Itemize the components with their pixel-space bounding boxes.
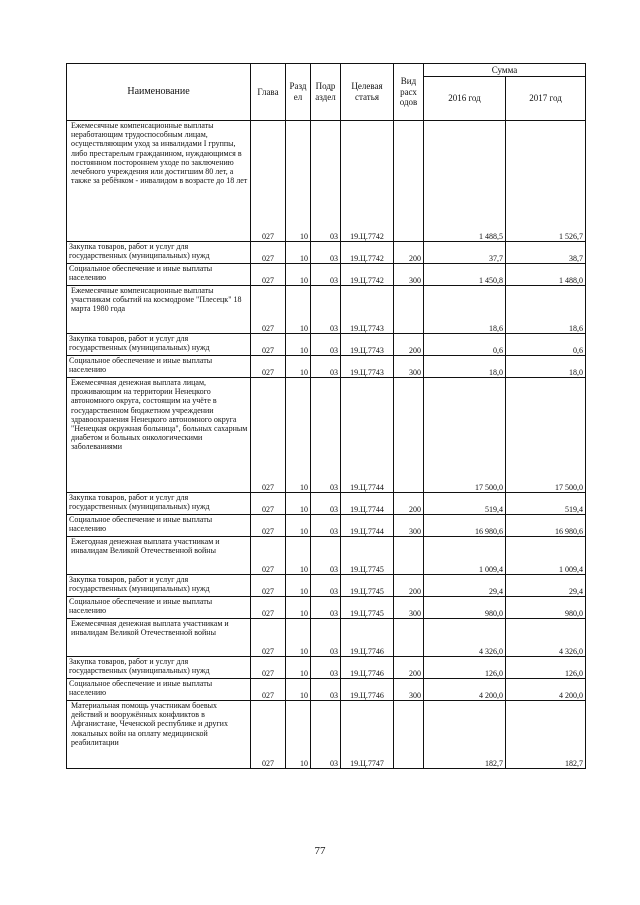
row-chapter: 027: [251, 493, 286, 515]
row-section: 10: [286, 334, 311, 356]
row-name: Ежемесячная денежная выплата лицам, проживающим на территории Ненецкого автономного округа, состоящим на учёте в государственном бюджетном учреждении здравоохранения Ненецкого автономного округа "Ненецкая окружная больница", больных сахарным диабетом и больных онкологическими заболеваниями: [67, 378, 251, 493]
row-chapter: 027: [251, 378, 286, 493]
row-sum-2017: 519,4: [506, 493, 586, 515]
row-sum-2016: 126,0: [424, 657, 506, 679]
row-subsection: 03: [311, 515, 341, 537]
row-expense-type: 300: [394, 264, 424, 286]
row-section: 10: [286, 121, 311, 242]
table-row: [67, 264, 586, 286]
row-name: Закупка товаров, работ и услуг для государственных (муниципальных) нужд: [67, 334, 251, 356]
row-target: 19.Ц.7742: [341, 121, 394, 242]
row-subsection: 03: [311, 356, 341, 378]
header-subsection: Подр аздел: [311, 64, 341, 121]
row-target: 19.Ц.7745: [341, 597, 394, 619]
row-subsection: 03: [311, 597, 341, 619]
row-section: 10: [286, 657, 311, 679]
row-subsection: 03: [311, 619, 341, 657]
header-name: Наименование: [67, 64, 251, 121]
row-sum-2017: 1 526,7: [506, 121, 586, 242]
table-row: [67, 597, 586, 619]
row-subsection: 03: [311, 334, 341, 356]
row-target: 19.Ц.7746: [341, 679, 394, 701]
row-expense-type: [394, 286, 424, 334]
row-name: Закупка товаров, работ и услуг для государственных (муниципальных) нужд: [67, 242, 251, 264]
row-chapter: 027: [251, 515, 286, 537]
row-sum-2017: 18,0: [506, 356, 586, 378]
table-row: [67, 242, 586, 264]
row-sum-2017: 0,6: [506, 334, 586, 356]
row-subsection: 03: [311, 537, 341, 575]
table-row: [67, 121, 586, 242]
row-section: 10: [286, 356, 311, 378]
row-sum-2016: 0,6: [424, 334, 506, 356]
table-body: [67, 121, 586, 769]
row-sum-2016: 519,4: [424, 493, 506, 515]
row-expense-type: 200: [394, 493, 424, 515]
row-sum-2016: 1 009,4: [424, 537, 506, 575]
row-subsection: 03: [311, 378, 341, 493]
row-section: 10: [286, 242, 311, 264]
row-target: 19.Ц.7746: [341, 619, 394, 657]
row-target: 19.Ц.7743: [341, 286, 394, 334]
row-chapter: 027: [251, 597, 286, 619]
row-expense-type: [394, 701, 424, 769]
row-expense-type: [394, 121, 424, 242]
row-sum-2017: 38,7: [506, 242, 586, 264]
row-name: Социальное обеспечение и иные выплаты населению: [67, 264, 251, 286]
table-row: [67, 515, 586, 537]
row-section: 10: [286, 619, 311, 657]
row-chapter: 027: [251, 356, 286, 378]
row-chapter: 027: [251, 334, 286, 356]
row-name: Материальная помощь участникам боевых действий и вооружённых конфликтов в Афганистане, Чеченской республике и других локальных войн на оплату медицинской реабилитации: [67, 701, 251, 769]
table-row: [67, 286, 586, 334]
table-row: [67, 619, 586, 657]
row-chapter: 027: [251, 575, 286, 597]
row-section: 10: [286, 286, 311, 334]
row-expense-type: [394, 537, 424, 575]
row-name: Ежегодная денежная выплата участникам и инвалидам Великой Отечественной войны: [67, 537, 251, 575]
table-row: [67, 679, 586, 701]
row-subsection: 03: [311, 121, 341, 242]
row-expense-type: 300: [394, 679, 424, 701]
row-target: 19.Ц.7746: [341, 657, 394, 679]
row-section: 10: [286, 701, 311, 769]
row-sum-2017: 4 200,0: [506, 679, 586, 701]
row-target: 19.Ц.7745: [341, 537, 394, 575]
budget-table: [66, 63, 586, 769]
row-sum-2016: 1 488,5: [424, 121, 506, 242]
row-chapter: 027: [251, 242, 286, 264]
row-sum-2016: 980,0: [424, 597, 506, 619]
row-section: 10: [286, 537, 311, 575]
table-row: [67, 657, 586, 679]
row-sum-2017: 1 488,0: [506, 264, 586, 286]
row-section: 10: [286, 575, 311, 597]
row-target: 19.Ц.7744: [341, 515, 394, 537]
table-row: [67, 334, 586, 356]
row-section: 10: [286, 493, 311, 515]
header-year-2016: 2016 год: [424, 77, 506, 121]
row-sum-2017: 1 009,4: [506, 537, 586, 575]
row-expense-type: 200: [394, 657, 424, 679]
table-row: [67, 356, 586, 378]
row-target: 19.Ц.7744: [341, 378, 394, 493]
row-chapter: 027: [251, 121, 286, 242]
row-chapter: 027: [251, 537, 286, 575]
row-target: 19.Ц.7745: [341, 575, 394, 597]
table-row: [67, 537, 586, 575]
row-sum-2016: 17 500,0: [424, 378, 506, 493]
row-target: 19.Ц.7747: [341, 701, 394, 769]
row-sum-2016: 37,7: [424, 242, 506, 264]
row-subsection: 03: [311, 679, 341, 701]
row-expense-type: 200: [394, 334, 424, 356]
row-sum-2016: 18,6: [424, 286, 506, 334]
row-expense-type: 200: [394, 242, 424, 264]
row-chapter: 027: [251, 701, 286, 769]
page-number: 77: [314, 845, 326, 857]
row-sum-2017: 16 980,6: [506, 515, 586, 537]
row-expense-type: 300: [394, 597, 424, 619]
row-expense-type: 200: [394, 575, 424, 597]
row-sum-2017: 182,7: [506, 701, 586, 769]
row-target: 19.Ц.7744: [341, 493, 394, 515]
row-section: 10: [286, 679, 311, 701]
row-subsection: 03: [311, 264, 341, 286]
table-row: [67, 378, 586, 493]
row-sum-2017: 18,6: [506, 286, 586, 334]
row-sum-2017: 126,0: [506, 657, 586, 679]
row-subsection: 03: [311, 575, 341, 597]
header-section: Разд ел: [286, 64, 311, 121]
row-target: 19.Ц.7742: [341, 264, 394, 286]
row-target: 19.Ц.7742: [341, 242, 394, 264]
table-row: [67, 493, 586, 515]
row-target: 19.Ц.7743: [341, 356, 394, 378]
row-subsection: 03: [311, 657, 341, 679]
row-name: Ежемесячные компенсационные выплаты неработающим трудоспособным лицам, осуществляющим уход за инвалидами I группы, либо престарелым гражданином, нуждающимся в постоянном постороннем уходе по заключению лечебного учреждения или достигшим 80 лет, а также за ребёнком - инвалидом в возрасте до 18 лет: [67, 121, 251, 242]
row-chapter: 027: [251, 286, 286, 334]
row-sum-2017: 980,0: [506, 597, 586, 619]
row-chapter: 027: [251, 264, 286, 286]
row-sum-2016: 18,0: [424, 356, 506, 378]
header-year-2017: 2017 год: [506, 77, 586, 121]
row-section: 10: [286, 264, 311, 286]
row-name: Закупка товаров, работ и услуг для государственных (муниципальных) нужд: [67, 657, 251, 679]
row-sum-2016: 182,7: [424, 701, 506, 769]
row-sum-2016: 4 326,0: [424, 619, 506, 657]
row-expense-type: 300: [394, 515, 424, 537]
row-name: Социальное обеспечение и иные выплаты населению: [67, 515, 251, 537]
row-chapter: 027: [251, 619, 286, 657]
row-sum-2016: 4 200,0: [424, 679, 506, 701]
row-sum-2017: 17 500,0: [506, 378, 586, 493]
row-subsection: 03: [311, 701, 341, 769]
row-target: 19.Ц.7743: [341, 334, 394, 356]
row-subsection: 03: [311, 286, 341, 334]
row-expense-type: [394, 619, 424, 657]
row-section: 10: [286, 378, 311, 493]
header-chapter: Глава: [251, 64, 286, 121]
table-row: [67, 701, 586, 769]
row-name: Социальное обеспечение и иные выплаты населению: [67, 597, 251, 619]
row-name: Ежемесячная денежная выплата участникам и инвалидам Великой Отечественной войны: [67, 619, 251, 657]
row-subsection: 03: [311, 242, 341, 264]
row-sum-2017: 4 326,0: [506, 619, 586, 657]
row-chapter: 027: [251, 657, 286, 679]
row-name: Социальное обеспечение и иные выплаты населению: [67, 679, 251, 701]
row-section: 10: [286, 515, 311, 537]
table-row: [67, 575, 586, 597]
row-sum-2017: 29,4: [506, 575, 586, 597]
row-sum-2016: 1 450,8: [424, 264, 506, 286]
row-sum-2016: 29,4: [424, 575, 506, 597]
header-target: Целевая статья: [341, 64, 394, 121]
row-subsection: 03: [311, 493, 341, 515]
row-sum-2016: 16 980,6: [424, 515, 506, 537]
row-section: 10: [286, 597, 311, 619]
row-expense-type: 300: [394, 356, 424, 378]
row-name: Закупка товаров, работ и услуг для государственных (муниципальных) нужд: [67, 493, 251, 515]
header-expense-type: Вид расх одов: [394, 64, 424, 121]
row-name: Закупка товаров, работ и услуг для государственных (муниципальных) нужд: [67, 575, 251, 597]
header-sum: Сумма: [424, 64, 586, 77]
row-chapter: 027: [251, 679, 286, 701]
row-name: Социальное обеспечение и иные выплаты населению: [67, 356, 251, 378]
row-expense-type: [394, 378, 424, 493]
row-name: Ежемесячные компенсационные выплаты участникам событий на космодроме "Плесецк" 18 марта 1980 года: [67, 286, 251, 334]
